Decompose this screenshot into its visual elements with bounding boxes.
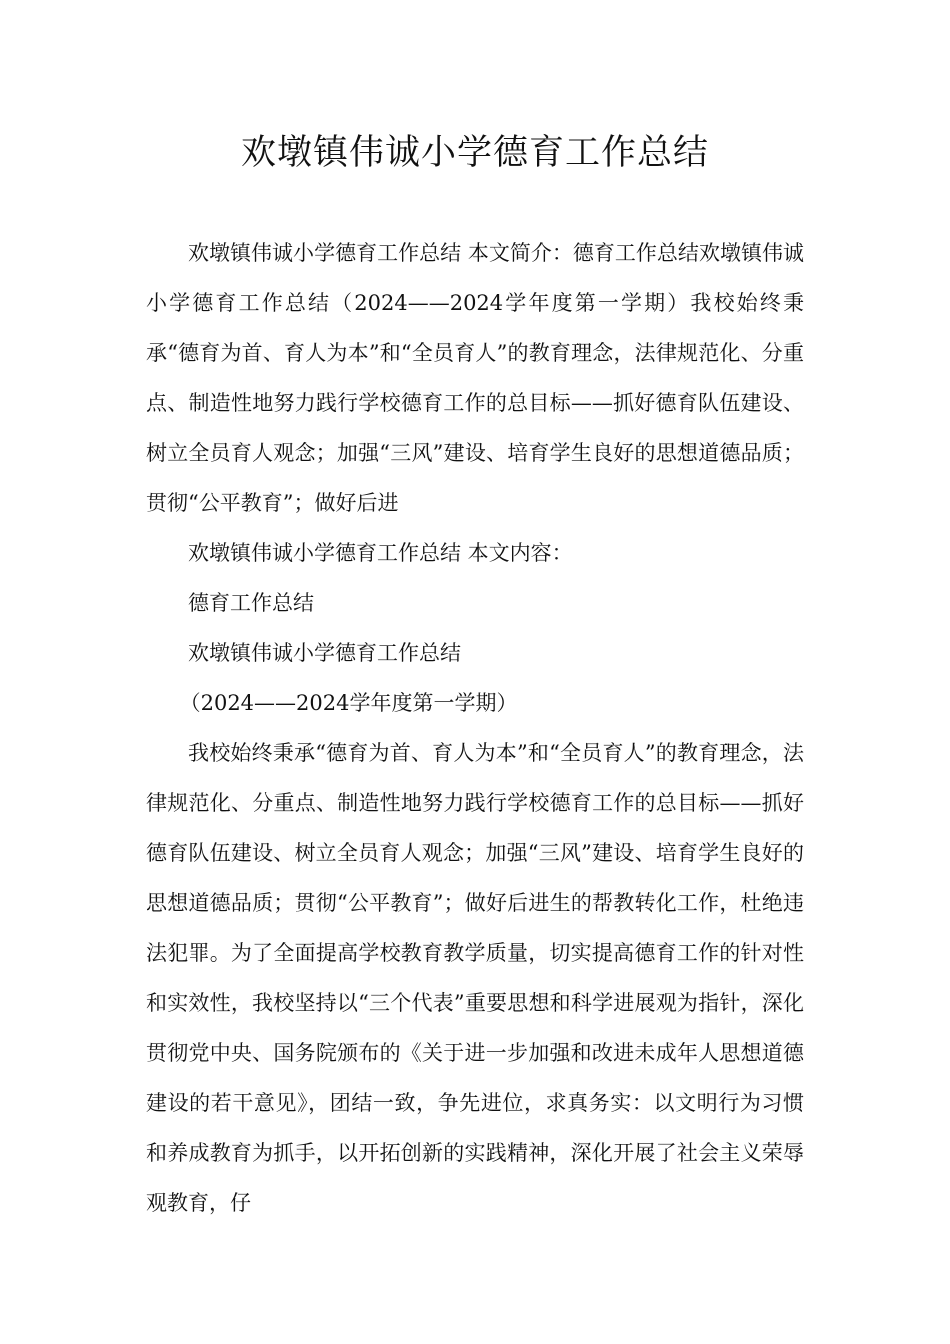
summary-paragraph: 欢墩镇伟诚小学德育工作总结 本文简介：德育工作总结欢墩镇伟诚小学德育工作总结（2024——2024学年度第一学期）我校始终秉承“德育为首、育人为本”和“全员育人”的教育理念，法律规范化、分重点、制造性地努力践行学校德育工作的总目标——抓好德育队伍建设、树立全员育人观念；加强“三风”建设、培育学生良好的思想道德品质；贯彻“公平教育”；做好后进	[146, 241, 804, 515]
report-title-paragraph: 欢墩镇伟诚小学德育工作总结	[188, 641, 461, 665]
document-title: 欢墩镇伟诚小学德育工作总结	[240, 133, 709, 173]
term-paragraph: （2024——2024学年度第一学期）	[179, 691, 518, 715]
section-heading: 德育工作总结	[188, 591, 314, 615]
content-intro-paragraph: 欢墩镇伟诚小学德育工作总结 本文内容：	[188, 541, 573, 565]
document-body	[146, 228, 804, 1228]
main-body-paragraph: 我校始终秉承“德育为首、育人为本”和“全员育人”的教育理念，法律规范化、分重点、制造性地努力践行学校德育工作的总目标——抓好德育队伍建设、树立全员育人观念；加强“三风”建设、培育学生良好的思想道德品质；贯彻“公平教育”；做好后进生的帮教转化工作，杜绝违法犯罪。为了全面提高学校教育教学质量，切实提高德育工作的针对性和实效性，我校坚持以“三个代表”重要思想和科学进展观为指针，深化贯彻党中央、国务院颁布的《关于进一步加强和改进未成年人思想道德建设的若干意见》，团结一致，争先进位，求真务实：以文明行为习惯和养成教育为抓手，以开拓创新的实践精神，深化开展了社会主义荣辱观教育，仔	[146, 741, 804, 1215]
